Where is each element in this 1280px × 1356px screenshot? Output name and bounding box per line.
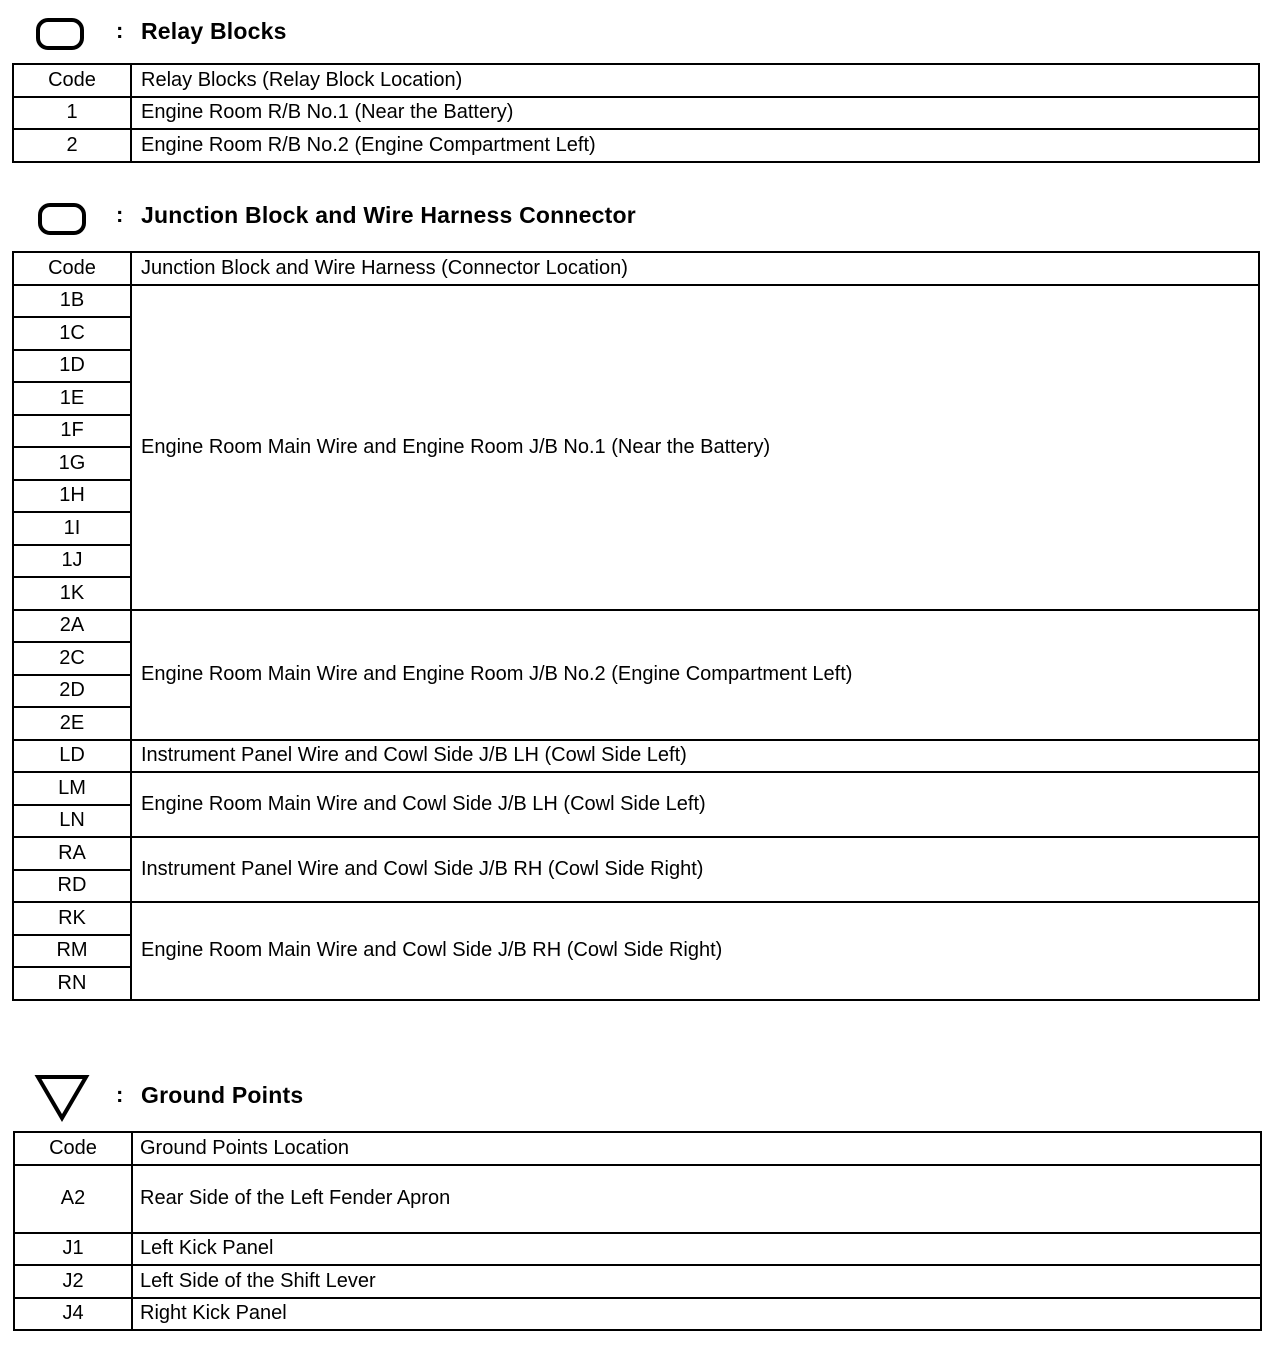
row-code: RN (13, 967, 131, 1000)
row-code: 2D (13, 675, 131, 708)
row-code: LN (13, 805, 131, 838)
ground-points-table (13, 1131, 1262, 1331)
row-code: LM (13, 772, 131, 805)
table-row (14, 1298, 1261, 1331)
header-code: Code (14, 1132, 132, 1165)
row-desc: Engine Room Main Wire and Cowl Side J/B RH (Cowl Side Right) (131, 902, 1259, 1000)
row-code: 1D (13, 350, 131, 383)
header-code: Code (13, 64, 131, 97)
table-header (13, 252, 1259, 285)
colon: : (116, 202, 124, 227)
row-desc: Engine Room R/B No.1 (Near the Battery) (131, 97, 1259, 130)
colon: : (116, 1082, 124, 1107)
rounded-rectangle-icon (38, 203, 86, 235)
row-code: 1K (13, 577, 131, 610)
row-code: RM (13, 935, 131, 968)
table-row (14, 1233, 1261, 1266)
row-desc: Engine Room Main Wire and Cowl Side J/B LH (Cowl Side Left) (131, 772, 1259, 837)
header-desc: Relay Blocks (Relay Block Location) (131, 64, 1259, 97)
row-desc: Engine Room Main Wire and Engine Room J/B No.2 (Engine Compartment Left) (131, 610, 1259, 740)
row-code: 1I (13, 512, 131, 545)
table-row (13, 740, 1259, 773)
table-row (13, 129, 1259, 162)
colon: : (116, 18, 124, 43)
ground-points-heading (0, 1074, 1280, 1114)
section-title: Ground Points (141, 1082, 304, 1108)
row-code: J2 (14, 1265, 132, 1298)
row-code: 1H (13, 480, 131, 513)
table-row (13, 97, 1259, 130)
junction-blocks-table (12, 251, 1260, 1001)
row-code: 1F (13, 415, 131, 448)
table-row (13, 285, 1259, 318)
row-code: 1B (13, 285, 131, 318)
row-desc: Instrument Panel Wire and Cowl Side J/B LH (Cowl Side Left) (131, 740, 1259, 773)
header-desc: Junction Block and Wire Harness (Connector Location) (131, 252, 1259, 285)
row-code: 1G (13, 447, 131, 480)
table-header (13, 64, 1259, 97)
table-row (13, 902, 1259, 935)
row-code: RD (13, 870, 131, 903)
row-code: 1 (13, 97, 131, 130)
row-code: 1C (13, 317, 131, 350)
row-desc: Right Kick Panel (132, 1298, 1261, 1331)
row-desc: Engine Room R/B No.2 (Engine Compartment Left) (131, 129, 1259, 162)
row-code: J1 (14, 1233, 132, 1266)
table-row (13, 610, 1259, 643)
row-code: 2 (13, 129, 131, 162)
row-desc: Instrument Panel Wire and Cowl Side J/B RH (Cowl Side Right) (131, 837, 1259, 902)
row-code: LD (13, 740, 131, 773)
row-code: J4 (14, 1298, 132, 1331)
row-code: 2A (13, 610, 131, 643)
row-code: 2C (13, 642, 131, 675)
row-code: 1E (13, 382, 131, 415)
rounded-rectangle-icon (36, 18, 84, 50)
table-row (14, 1165, 1261, 1233)
section-title: Relay Blocks (141, 18, 287, 44)
header-code: Code (13, 252, 131, 285)
header-desc: Ground Points Location (132, 1132, 1261, 1165)
row-desc: Left Side of the Shift Lever (132, 1265, 1261, 1298)
row-desc: Left Kick Panel (132, 1233, 1261, 1266)
row-desc: Engine Room Main Wire and Engine Room J/B No.1 (Near the Battery) (131, 285, 1259, 610)
relay-blocks-heading (0, 14, 1280, 54)
table-header (14, 1132, 1261, 1165)
section-title: Junction Block and Wire Harness Connector (141, 202, 636, 228)
triangle-down-icon (34, 1074, 90, 1122)
row-desc: Rear Side of the Left Fender Apron (132, 1165, 1261, 1233)
relay-blocks-table (12, 63, 1260, 163)
row-code: A2 (14, 1165, 132, 1233)
junction-blocks-heading (0, 198, 1280, 238)
table-row (14, 1265, 1261, 1298)
row-code: 1J (13, 545, 131, 578)
row-code: RK (13, 902, 131, 935)
table-row (13, 772, 1259, 805)
row-code: RA (13, 837, 131, 870)
row-code: 2E (13, 707, 131, 740)
table-row (13, 837, 1259, 870)
